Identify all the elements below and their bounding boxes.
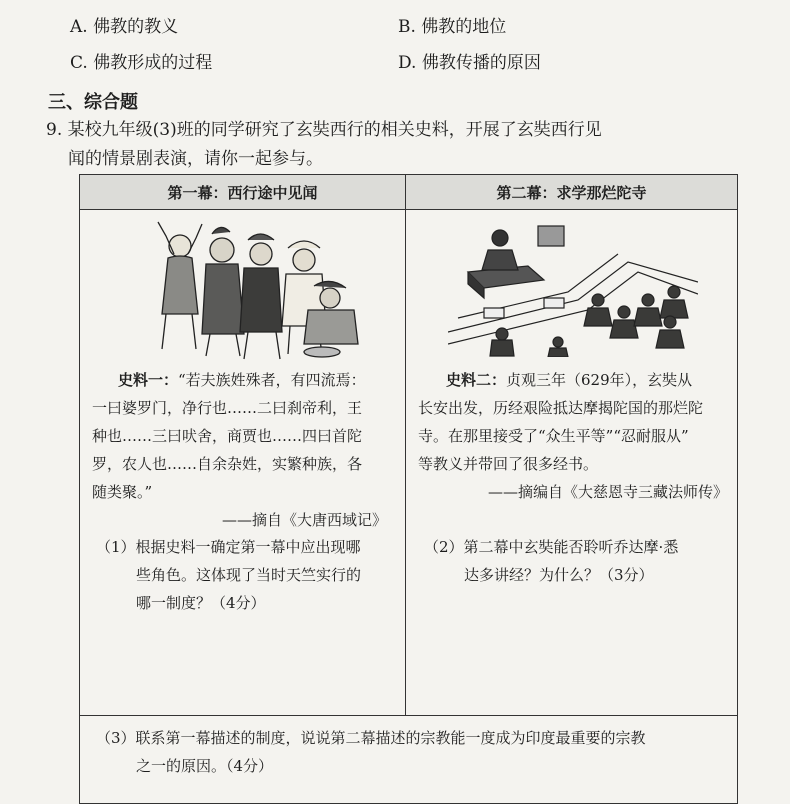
sub-question-2-line-2: 达多讲经？为什么？（3分） (464, 566, 654, 584)
scene1-source-line-4: 罗，农人也……自余杂姓，实繁种族，各 (92, 455, 363, 473)
sub-question-2-line-1: （2）第二幕中玄奘能否聆听乔达摩·悉 (424, 538, 679, 556)
scene2-source-line-2: 长安出发，历经艰险抵达摩揭陀国的那烂陀 (418, 399, 704, 417)
scene2-title: 第二幕：求学那烂陀寺 (406, 175, 737, 209)
scene1-source-label: 史料一： (118, 371, 179, 389)
scene2-source-line-3: 寺。在那里接受了“众生平等”“忍耐服从” (418, 427, 689, 445)
question-line-2: 闻的情景剧表演，请你一起参与。 (68, 149, 323, 169)
option-d: D. 佛教传播的原因 (398, 53, 541, 73)
scene1-title: 第一幕：西行途中见闻 (80, 175, 405, 209)
table-header-line (79, 209, 738, 210)
scene2-source-text: 贞观三年（629年），玄奘从 (506, 371, 693, 389)
sub-question-1-line-2: 些角色。这体现了当时天竺实行的 (136, 566, 362, 584)
section-heading: 三、综合题 (48, 92, 138, 113)
scene1-illustration (140, 214, 365, 364)
sub-question-3-line-1: （3）联系第一幕描述的制度，说说第二幕描述的宗教能一度成为印度最重要的宗教 (96, 729, 646, 747)
table-divider-vertical (405, 174, 406, 715)
scene2-citation: ——摘编自《大慈恩寺三藏法师传》 (487, 483, 728, 501)
sub-question-3-line-2: 之一的原因。（4分） (136, 757, 274, 775)
scene2-source-line-1 (446, 366, 692, 394)
scene1-citation: ——摘自《大唐西域记》 (221, 511, 387, 529)
scene1-source-line-5: 随类聚。” (92, 483, 153, 501)
option-b: B. 佛教的地位 (398, 17, 507, 37)
scene1-source-line-1 (118, 366, 366, 394)
scene2-illustration (448, 222, 698, 357)
scene1-source-line-2: 一曰婆罗门，净行也……二曰刹帝利，王 (92, 399, 363, 417)
option-c: C. 佛教形成的过程 (70, 53, 213, 73)
scene1-source-line-3: 种也……三曰吠舍，商贾也……四曰首陀 (92, 427, 363, 445)
table-bottom-row-line (79, 715, 738, 716)
scene2-source-line-4: 等教义并带回了很多经书。 (418, 455, 599, 473)
sub-question-1-line-1: （1）根据史料一确定第一幕中应出现哪 (96, 538, 361, 556)
scene1-source-text: “若夫族姓殊者，有四流焉： (178, 371, 366, 389)
option-a: A. 佛教的教义 (70, 17, 179, 37)
sub-question-1-line-3: 哪一制度？（4分） (136, 594, 266, 612)
scene2-source-label: 史料二： (446, 371, 507, 389)
question-line-1: 9. 某校九年级(3)班的同学研究了玄奘西行的相关史料，开展了玄奘西行见 (46, 120, 602, 140)
